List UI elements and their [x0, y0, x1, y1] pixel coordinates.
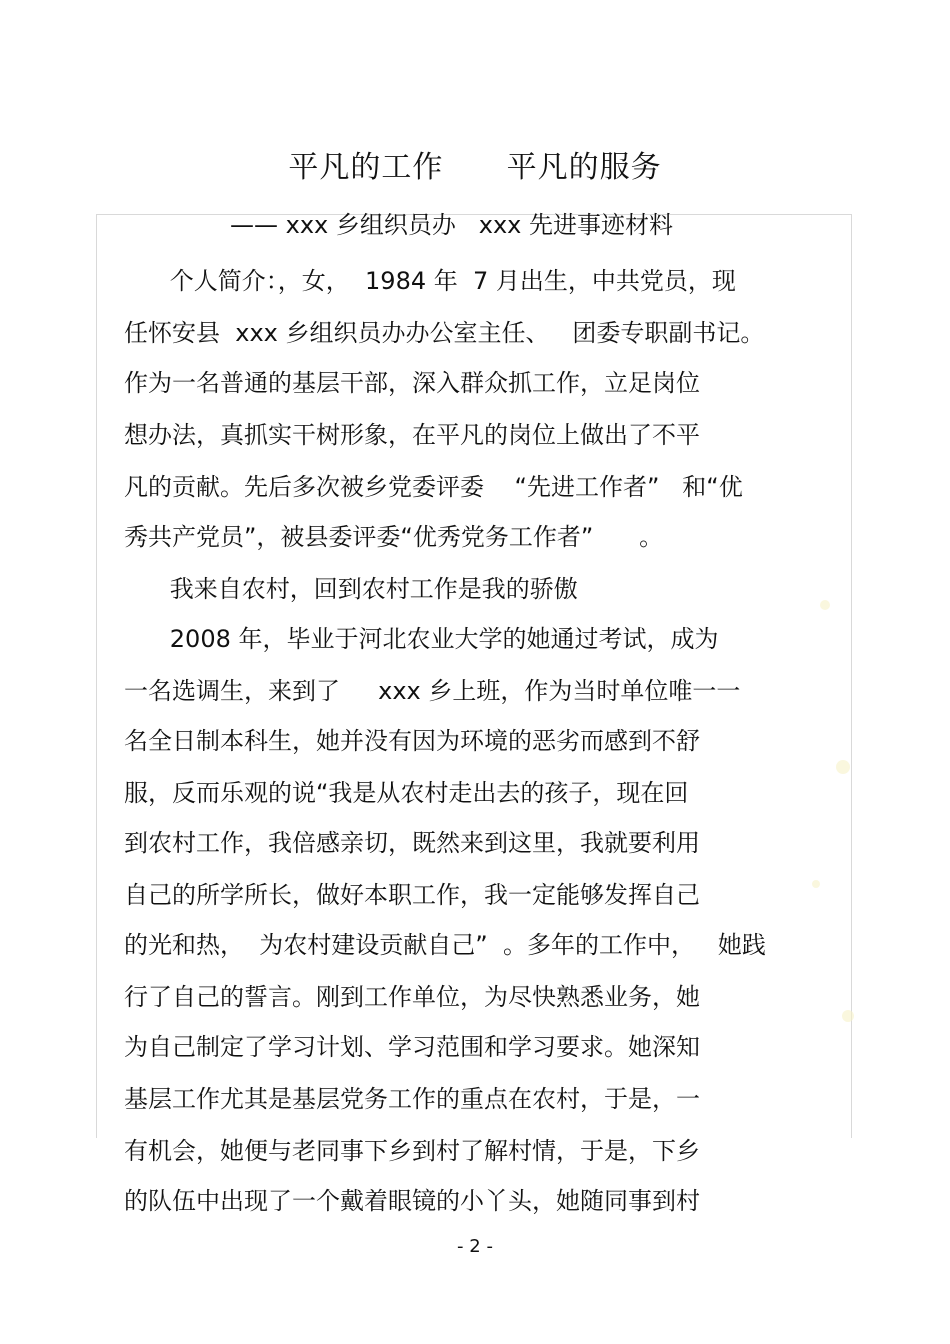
- section-heading: 我来自农村，回到农村工作是我的骄傲: [124, 575, 578, 603]
- body-line: 名全日制本科生，她并没有因为环境的恶劣而感到不舒: [124, 727, 700, 755]
- body-line: 作为一名普通的基层干部，深入群众抓工作，立足岗位: [124, 369, 700, 397]
- body-line: 一名选调生，来到了 xxx 乡上班，作为当时单位唯一一: [124, 677, 741, 705]
- document-title: 平凡的工作 平凡的服务: [288, 150, 662, 185]
- page-frame-right: [851, 214, 852, 1138]
- body-line: 自己的所学所长，做好本职工作，我一定能够发挥自己: [124, 881, 700, 909]
- body-line: 的队伍中出现了一个戴着眼镜的小丫头，她随同事到村: [124, 1187, 700, 1215]
- body-line: 凡的贡献。先后多次被乡党委评委 “先进工作者” 和“优: [124, 473, 743, 501]
- body-line: 服，反而乐观的说“我是从农村走出去的孩子，现在回: [124, 779, 689, 807]
- page-number: - 2 -: [457, 1236, 493, 1257]
- body-line: 基层工作尤其是基层党务工作的重点在农村，于是，一: [124, 1085, 700, 1113]
- body-line: 行了自己的誓言。刚到工作单位，为尽快熟悉业务，她: [124, 983, 700, 1011]
- body-line: 有机会，她便与老同事下乡到村了解村情，于是，下乡: [124, 1137, 700, 1165]
- body-line: 到农村工作，我倍感亲切，既然来到这里，我就要利用: [124, 829, 700, 857]
- body-line: 任怀安县 xxx 乡组织员办办公室主任、 团委专职副书记。: [124, 319, 765, 347]
- background-speckle: [820, 600, 830, 610]
- body-line: 2008 年，毕业于河北农业大学的她通过考试，成为: [124, 625, 719, 653]
- page-frame-left: [96, 214, 97, 1138]
- body-line: 的光和热， 为农村建设贡献自己” 。多年的工作中， 她践: [124, 931, 766, 959]
- body-line: 秀共产党员”，被县委评委“优秀党务工作者” 。: [124, 523, 664, 551]
- background-speckle: [812, 880, 820, 888]
- background-speckle: [842, 1010, 854, 1022]
- body-line: 个人简介：，女， 1984 年 7 月出生，中共党员，现: [124, 267, 736, 295]
- document-subtitle: —— xxx 乡组织员办 xxx 先进事迹材料: [230, 211, 673, 239]
- body-line: 为自己制定了学习计划、学习范围和学习要求。她深知: [124, 1033, 700, 1061]
- body-line: 想办法，真抓实干树形象，在平凡的岗位上做出了不平: [124, 421, 700, 449]
- background-speckle: [836, 760, 850, 774]
